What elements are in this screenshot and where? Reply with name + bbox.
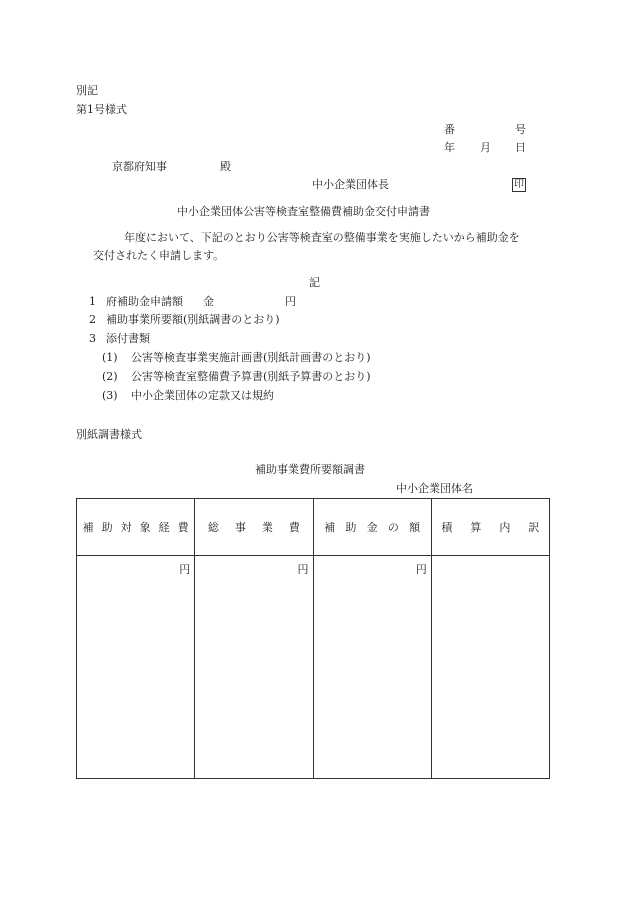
item-1-num: 1 — [89, 295, 96, 308]
header-total-cost: 総事業費 — [207, 521, 300, 534]
item-1-kin: 金 — [203, 295, 214, 308]
sub-item-3-text: 中小企業団体の定款又は規約 — [131, 389, 274, 402]
unit-cell — [431, 556, 549, 779]
date-year: 年 — [444, 141, 455, 154]
item-1-yen: 円 — [285, 295, 296, 308]
number-ban: 番 — [444, 123, 455, 136]
table-header-row — [77, 499, 550, 556]
item-3-text: 添付書類 — [106, 332, 150, 345]
applicant-label: 中小企業団体長 — [312, 178, 389, 191]
addressee-honorific: 殿 — [220, 160, 231, 173]
table-header-cell — [431, 499, 549, 556]
header-breakdown: 積算内訳 — [441, 521, 540, 534]
date-day: 日 — [515, 141, 526, 154]
form-label: 第1号様式 — [76, 103, 127, 116]
table-header-cell — [195, 499, 313, 556]
annex-org-label: 中小企業団体名 — [396, 482, 473, 495]
body-line-2: 交付されたく申請します。 — [93, 249, 225, 262]
item-1-text: 府補助金申請額 — [106, 295, 183, 308]
sub-item-3-num: (3) — [102, 389, 118, 402]
addressee-name: 京都府知事 — [112, 160, 167, 173]
header-subsidy-target: 補助対象経費 — [82, 521, 189, 534]
sub-item-2-num: (2) — [102, 370, 118, 383]
table-header-cell — [77, 499, 195, 556]
unit-cell: 円 — [195, 556, 313, 779]
item-3-num: 3 — [89, 332, 96, 345]
sub-item-1-text: 公害等検査事業実施計画書(別紙計画書のとおり) — [131, 351, 371, 364]
ki-heading: 記 — [309, 276, 320, 289]
unit-cell: 円 — [77, 556, 195, 779]
attachment-label: 別記 — [76, 84, 98, 97]
sub-item-1-num: (1) — [102, 351, 118, 364]
item-2-text: 補助事業所要額(別紙調書のとおり) — [106, 313, 280, 326]
date-month: 月 — [480, 141, 491, 154]
requirement-table — [76, 498, 550, 779]
item-2-num: 2 — [89, 313, 96, 326]
annex-title: 補助事業費所要額調書 — [255, 463, 365, 476]
annex-form-label: 別紙調書様式 — [76, 428, 142, 441]
sub-item-2-text: 公害等検査室整備費予算書(別紙予算書のとおり) — [131, 370, 371, 383]
number-go: 号 — [515, 123, 526, 136]
document-title: 中小企業団体公害等検査室整備費補助金交付申請書 — [177, 205, 430, 218]
table-header-cell — [313, 499, 431, 556]
unit-cell: 円 — [313, 556, 431, 779]
body-line-1: 年度において、下記のとおり公害等検査室の整備事業を実施したいから補助金を — [124, 231, 520, 244]
table-row — [77, 556, 550, 779]
seal-mark: 印 — [514, 179, 524, 190]
header-subsidy-amount: 補助金の額 — [324, 521, 421, 534]
